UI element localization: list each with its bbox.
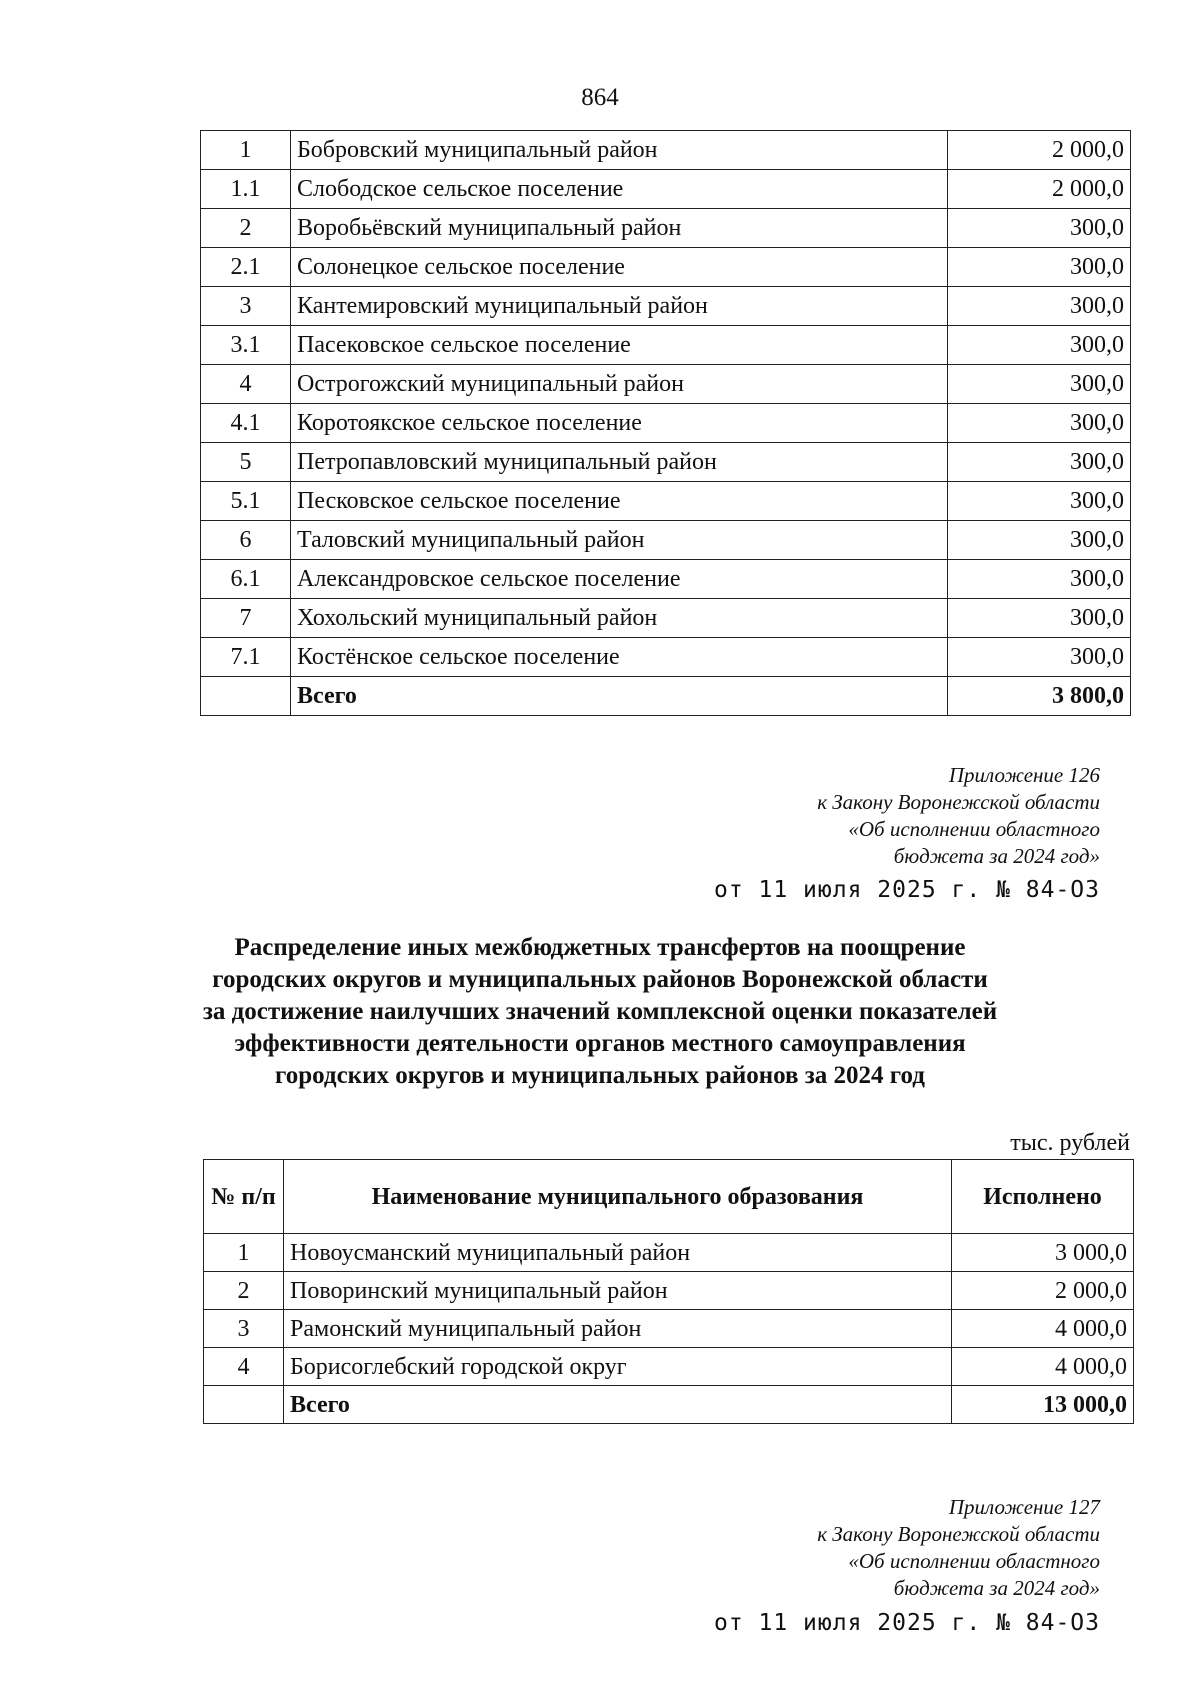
appendix-126-date: от 11 июля 2025 г. № 84-ОЗ bbox=[713, 877, 1100, 903]
table-row bbox=[201, 599, 1131, 638]
table-row bbox=[204, 1272, 1134, 1310]
row-number: 2 bbox=[201, 209, 291, 248]
appendix-126-subject-1: «Об исполнении областного bbox=[848, 817, 1100, 841]
document-title bbox=[0, 932, 1200, 1092]
row-name: Острогожский муниципальный район bbox=[291, 365, 948, 404]
row-name: Александровское сельское поселение bbox=[291, 560, 948, 599]
total-row bbox=[201, 677, 1131, 716]
row-value: 300,0 bbox=[948, 482, 1131, 521]
header-num: № п/п bbox=[204, 1160, 284, 1234]
appendix-126-label: Приложение 126 bbox=[948, 763, 1100, 787]
row-name: Пасековское сельское поселение bbox=[291, 326, 948, 365]
row-name: Бобровский муниципальный район bbox=[291, 131, 948, 170]
total-label: Всего bbox=[291, 677, 948, 716]
units-label: тыс. рублей bbox=[1010, 1130, 1130, 1156]
appendix-126-law: к Закону Воронежской области bbox=[817, 790, 1100, 814]
row-number: 7 bbox=[201, 599, 291, 638]
row-number: 6 bbox=[201, 521, 291, 560]
row-value: 300,0 bbox=[948, 287, 1131, 326]
row-name: Слободское сельское поселение bbox=[291, 170, 948, 209]
row-name: Коротоякское сельское поселение bbox=[291, 404, 948, 443]
total-empty-cell bbox=[201, 677, 291, 716]
row-number: 3 bbox=[201, 287, 291, 326]
appendix-126-subject-2: бюджета за 2024 год» bbox=[893, 844, 1100, 868]
table-row bbox=[201, 638, 1131, 677]
row-value: 300,0 bbox=[948, 326, 1131, 365]
title-line-2: городских округов и муниципальных районов Воронежской области bbox=[212, 966, 988, 993]
row-value: 300,0 bbox=[948, 365, 1131, 404]
table-row bbox=[201, 443, 1131, 482]
table-row bbox=[201, 209, 1131, 248]
row-value: 300,0 bbox=[948, 560, 1131, 599]
row-number: 4 bbox=[204, 1348, 284, 1386]
row-value: 2 000,0 bbox=[948, 131, 1131, 170]
table-row bbox=[204, 1348, 1134, 1386]
row-number: 5.1 bbox=[201, 482, 291, 521]
table-row bbox=[201, 170, 1131, 209]
row-name: Петропавловский муниципальный район bbox=[291, 443, 948, 482]
row-number: 1.1 bbox=[201, 170, 291, 209]
table-row bbox=[201, 521, 1131, 560]
row-number: 2.1 bbox=[201, 248, 291, 287]
row-name: Борисоглебский городской округ bbox=[284, 1348, 952, 1386]
row-value: 3 000,0 bbox=[952, 1234, 1134, 1272]
row-name: Солонецкое сельское поселение bbox=[291, 248, 948, 287]
row-name: Хохольский муниципальный район bbox=[291, 599, 948, 638]
table-row bbox=[201, 404, 1131, 443]
row-value: 300,0 bbox=[948, 209, 1131, 248]
appendix-127-subject-2: бюджета за 2024 год» bbox=[893, 1576, 1100, 1600]
row-number: 5 bbox=[201, 443, 291, 482]
total-value: 3 800,0 bbox=[948, 677, 1131, 716]
row-value: 2 000,0 bbox=[948, 170, 1131, 209]
appendix-127-subject-1: «Об исполнении областного bbox=[848, 1549, 1100, 1573]
table-row bbox=[201, 365, 1131, 404]
table-1-body bbox=[201, 131, 1131, 716]
appendix-127-label: Приложение 127 bbox=[948, 1495, 1100, 1519]
row-value: 300,0 bbox=[948, 443, 1131, 482]
row-number: 1 bbox=[204, 1234, 284, 1272]
header-name: Наименование муниципального образования bbox=[284, 1160, 952, 1234]
transfers-table bbox=[203, 1159, 1134, 1424]
table-row bbox=[201, 287, 1131, 326]
row-name: Поворинский муниципальный район bbox=[284, 1272, 952, 1310]
row-name: Рамонский муниципальный район bbox=[284, 1310, 952, 1348]
row-value: 300,0 bbox=[948, 599, 1131, 638]
title-line-3: за достижение наилучших значений комплексной оценки показателей bbox=[202, 998, 998, 1025]
total-label: Всего bbox=[284, 1386, 952, 1424]
row-value: 300,0 bbox=[948, 248, 1131, 287]
row-number: 1 bbox=[201, 131, 291, 170]
row-number: 3.1 bbox=[201, 326, 291, 365]
row-value: 300,0 bbox=[948, 638, 1131, 677]
table-row bbox=[201, 560, 1131, 599]
page-number: 864 bbox=[581, 84, 619, 111]
table-row bbox=[201, 131, 1131, 170]
total-empty-cell bbox=[204, 1386, 284, 1424]
title-line-1: Распределение иных межбюджетных трансфертов на поощрение bbox=[234, 934, 966, 961]
appendix-126-caption bbox=[817, 762, 1100, 870]
row-name: Кантемировский муниципальный район bbox=[291, 287, 948, 326]
title-line-4: эффективности деятельности органов местного самоуправления bbox=[234, 1030, 966, 1057]
row-value: 4 000,0 bbox=[952, 1348, 1134, 1386]
appendix-127-date: от 11 июля 2025 г. № 84-ОЗ bbox=[713, 1610, 1100, 1636]
appendix-127-law: к Закону Воронежской области bbox=[817, 1522, 1100, 1546]
row-value: 300,0 bbox=[948, 521, 1131, 560]
row-value: 300,0 bbox=[948, 404, 1131, 443]
row-name: Костёнское сельское поселение bbox=[291, 638, 948, 677]
table-row bbox=[201, 482, 1131, 521]
row-name: Песковское сельское поселение bbox=[291, 482, 948, 521]
row-number: 6.1 bbox=[201, 560, 291, 599]
row-name: Воробьёвский муниципальный район bbox=[291, 209, 948, 248]
table-row bbox=[201, 326, 1131, 365]
appendix-127-caption bbox=[817, 1494, 1100, 1602]
table-2-body bbox=[204, 1234, 1134, 1424]
row-name: Новоусманский муниципальный район bbox=[284, 1234, 952, 1272]
row-number: 4.1 bbox=[201, 404, 291, 443]
total-value: 13 000,0 bbox=[952, 1386, 1134, 1424]
row-value: 4 000,0 bbox=[952, 1310, 1134, 1348]
row-number: 7.1 bbox=[201, 638, 291, 677]
total-row bbox=[204, 1386, 1134, 1424]
row-number: 4 bbox=[201, 365, 291, 404]
table-row bbox=[204, 1234, 1134, 1272]
title-line-5: городских округов и муниципальных районов за 2024 год bbox=[275, 1062, 925, 1089]
table-row bbox=[201, 248, 1131, 287]
header-value: Исполнено bbox=[952, 1160, 1134, 1234]
row-value: 2 000,0 bbox=[952, 1272, 1134, 1310]
row-number: 2 bbox=[204, 1272, 284, 1310]
row-name: Таловский муниципальный район bbox=[291, 521, 948, 560]
allocation-table-continued bbox=[200, 130, 1131, 716]
table-header-row bbox=[204, 1160, 1134, 1234]
row-number: 3 bbox=[204, 1310, 284, 1348]
table-row bbox=[204, 1310, 1134, 1348]
